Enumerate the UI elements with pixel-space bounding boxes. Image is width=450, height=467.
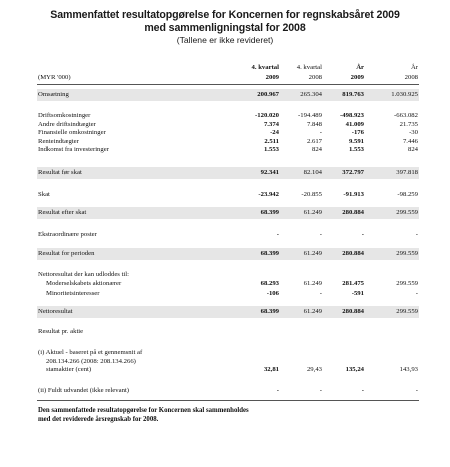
cell: 9.591	[348, 137, 364, 145]
cell: -	[276, 387, 279, 394]
document-subtitle: med sammenligningstal for 2008	[144, 22, 306, 34]
cell: -	[415, 231, 418, 238]
cell: 280.884	[342, 209, 364, 216]
cell: 2.511	[264, 137, 279, 145]
cell: 7.374	[263, 120, 279, 128]
cell: 1.553	[263, 146, 279, 153]
row-label: (i) Aktuel - baseret på et gennemsnit af	[38, 349, 143, 356]
cell: -106	[266, 290, 279, 297]
cell: -23.942	[258, 191, 279, 198]
cell: -98.259	[397, 191, 418, 198]
cell: 135,24	[345, 366, 364, 373]
cell: 68.399	[260, 250, 279, 257]
cell: 61.249	[303, 308, 322, 315]
cell: 61.249	[303, 209, 322, 216]
cell: 92.341	[260, 169, 279, 176]
row-label: 208.134.266 (2008: 208.134.266)	[46, 357, 136, 365]
row-label: Renteindtægter	[38, 137, 79, 145]
cell: 82.104	[303, 169, 322, 176]
cell: 819.763	[342, 91, 364, 98]
row-label: Skat	[38, 191, 50, 198]
row-label: Finansielle omkostninger	[38, 129, 106, 136]
cell: 7.446	[402, 137, 418, 145]
col3-header-year: 2009	[350, 74, 364, 81]
cell: -	[361, 231, 364, 238]
document-title: Sammenfattet resultatopgørelse for Koncernen for regnskabsåret 2009	[50, 9, 400, 21]
cell: 2.617	[306, 137, 322, 145]
col1-header-period: 4. kvartal	[251, 64, 279, 71]
cell: 68.399	[260, 308, 279, 315]
cell: -	[276, 231, 279, 238]
col4-header-year: 2008	[404, 74, 418, 81]
row-label: Driftsomkostninger	[38, 112, 91, 119]
col4-header-period: År	[410, 64, 418, 71]
row-label: Indkomst fra investeringer	[38, 146, 109, 153]
document-note: (Tallene er ikke revideret)	[176, 35, 274, 45]
cell: 143,93	[399, 366, 418, 373]
cell: 21.735	[399, 120, 418, 128]
header-divider	[37, 84, 419, 85]
cell: 32,81	[263, 366, 279, 373]
cell: 299.559	[396, 280, 418, 287]
cell: -	[415, 387, 418, 394]
cell: -663.082	[394, 112, 418, 119]
row-label: Ekstraordinære poster	[38, 231, 97, 238]
cell: -498.923	[340, 112, 364, 119]
cell: 68.293	[260, 280, 279, 287]
col2-header-period: 4. kvartal	[296, 64, 322, 71]
cell: 281.475	[342, 280, 364, 287]
row-label: Andre driftsindtægter	[38, 120, 96, 128]
row-label: (ii) Fuldt udvandet (ikke relevant)	[38, 387, 129, 394]
cell: -20.855	[301, 191, 322, 198]
cell: 41.009	[345, 120, 364, 128]
cell: 1.553	[348, 146, 364, 153]
cell: -	[361, 387, 364, 394]
cell: -24	[270, 129, 279, 136]
cell: 7.848	[306, 120, 322, 128]
row-label: Resultat pr. aktie	[38, 328, 84, 335]
cell: -	[319, 129, 322, 136]
cell: -194.489	[298, 112, 322, 119]
cell: -	[319, 231, 322, 238]
col2-header-year: 2008	[308, 74, 322, 81]
cell: 29,43	[306, 366, 322, 373]
row-label: Moderselskabets aktionærer	[46, 280, 122, 287]
cell: 1.030.925	[391, 91, 418, 98]
row-label: Omsætning	[38, 91, 69, 98]
cell: -591	[351, 290, 364, 297]
row-label: Resultat før skat	[38, 169, 82, 176]
cell: -	[319, 387, 322, 394]
col3-header-period: År	[356, 64, 364, 71]
cell: -120.020	[255, 112, 279, 119]
cell: 824	[407, 146, 418, 153]
cell: 299.559	[396, 308, 418, 315]
cell: -91.913	[343, 191, 364, 198]
row-label: Nettoresultat der kan udloddes til:	[38, 271, 130, 278]
cell: -176	[351, 129, 364, 136]
cell: 372.797	[342, 169, 364, 176]
footer-divider	[37, 400, 419, 401]
cell: -	[415, 290, 418, 297]
row-label: Minoritetsinteresser	[46, 290, 100, 297]
cell: 299.559	[396, 209, 418, 216]
row-label: Nettoresultat	[38, 308, 73, 315]
cell: -30	[409, 129, 418, 136]
cell: 61.249	[303, 250, 322, 257]
row-label: Resultat for perioden	[38, 250, 95, 257]
cell: 299.559	[396, 250, 418, 257]
cell: 824	[311, 146, 322, 153]
cell: 280.884	[342, 250, 364, 257]
cell: 280.884	[342, 308, 364, 315]
row-label: stamaktier (cent)	[46, 366, 92, 373]
unit-label: (MYR '000)	[38, 74, 71, 81]
cell: 68.399	[260, 209, 279, 216]
cell: 397.818	[396, 169, 418, 176]
footnote-line-2: med det reviderede årsregnskab for 2008.	[38, 416, 159, 423]
cell: 265.304	[300, 91, 322, 98]
col1-header-year: 2009	[265, 74, 279, 81]
footnote-line-1: Den sammenfattede resultatopgørelse for Koncernen skal sammenholdes	[38, 407, 249, 414]
cell: 200.967	[257, 91, 279, 98]
row-label: Resultat efter skat	[38, 209, 87, 216]
cell: 61.249	[303, 280, 322, 287]
cell: -	[319, 290, 322, 297]
